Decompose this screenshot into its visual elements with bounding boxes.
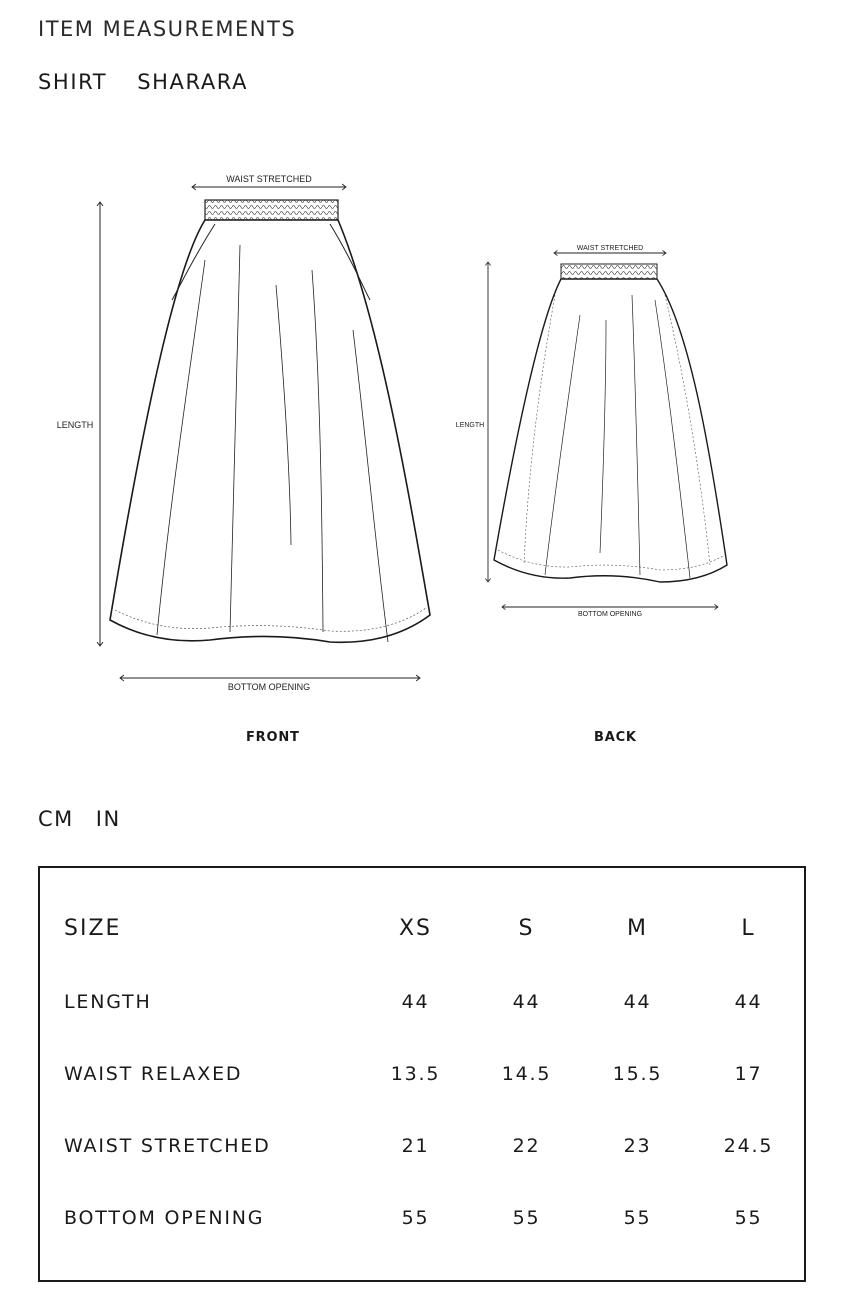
section-title: ITEM MEASUREMENTS xyxy=(38,17,297,41)
row-label: WAIST RELAXED xyxy=(64,1063,243,1085)
column-header-m: M xyxy=(627,915,648,941)
table-header-row xyxy=(40,890,804,966)
table-cell: 24.5 xyxy=(723,1135,774,1157)
front-waist-stretched-label: WAIST STRETCHED xyxy=(226,174,312,184)
table-row xyxy=(40,966,804,1038)
unit-tab-cm[interactable]: CM xyxy=(38,807,74,831)
front-view-label: FRONT xyxy=(246,730,300,745)
row-label: BOTTOM OPENING xyxy=(64,1207,265,1229)
front-bottom-opening-label: BOTTOM OPENING xyxy=(227,682,311,692)
back-bottom-opening-label: BOTTOM OPENING xyxy=(577,611,643,618)
table-cell: 13.5 xyxy=(390,1063,441,1085)
table-cell: 44 xyxy=(623,991,652,1013)
size-table xyxy=(40,890,804,1254)
back-skirt-drawing xyxy=(456,245,727,618)
table-cell: 55 xyxy=(734,1207,763,1229)
unit-tabs xyxy=(38,807,121,831)
table-cell: 14.5 xyxy=(501,1063,552,1085)
table-row xyxy=(40,1038,804,1110)
front-length-label: LENGTH xyxy=(56,420,94,430)
tab-sharara[interactable]: SHARARA xyxy=(137,70,249,94)
table-cell: 44 xyxy=(401,991,430,1013)
table-cell: 15.5 xyxy=(612,1063,663,1085)
table-row xyxy=(40,1110,804,1182)
column-header-xs: XS xyxy=(398,915,433,941)
table-cell: 44 xyxy=(734,991,763,1013)
row-label: LENGTH xyxy=(64,991,152,1013)
column-header-l: L xyxy=(741,915,756,941)
table-cell: 22 xyxy=(512,1135,541,1157)
back-waist-stretched-label: WAIST STRETCHED xyxy=(576,245,644,252)
column-header-s: S xyxy=(518,915,535,941)
table-cell: 44 xyxy=(512,991,541,1013)
measurement-diagram xyxy=(40,120,820,720)
unit-tab-in[interactable]: IN xyxy=(95,807,121,831)
table-cell: 17 xyxy=(734,1063,763,1085)
table-row xyxy=(40,1182,804,1254)
garment-tabs xyxy=(38,70,248,94)
tab-shirt[interactable]: SHIRT xyxy=(38,70,108,94)
table-cell: 23 xyxy=(623,1135,652,1157)
table-cell: 55 xyxy=(623,1207,652,1229)
row-label: WAIST STRETCHED xyxy=(64,1135,271,1157)
back-length-label: LENGTH xyxy=(455,422,485,429)
front-skirt-drawing xyxy=(57,174,430,692)
table-cell: 55 xyxy=(512,1207,541,1229)
back-view-label: BACK xyxy=(594,730,637,745)
table-cell: 55 xyxy=(401,1207,430,1229)
column-header-size: SIZE xyxy=(64,915,122,941)
size-chart xyxy=(38,866,806,1282)
table-cell: 21 xyxy=(401,1135,430,1157)
